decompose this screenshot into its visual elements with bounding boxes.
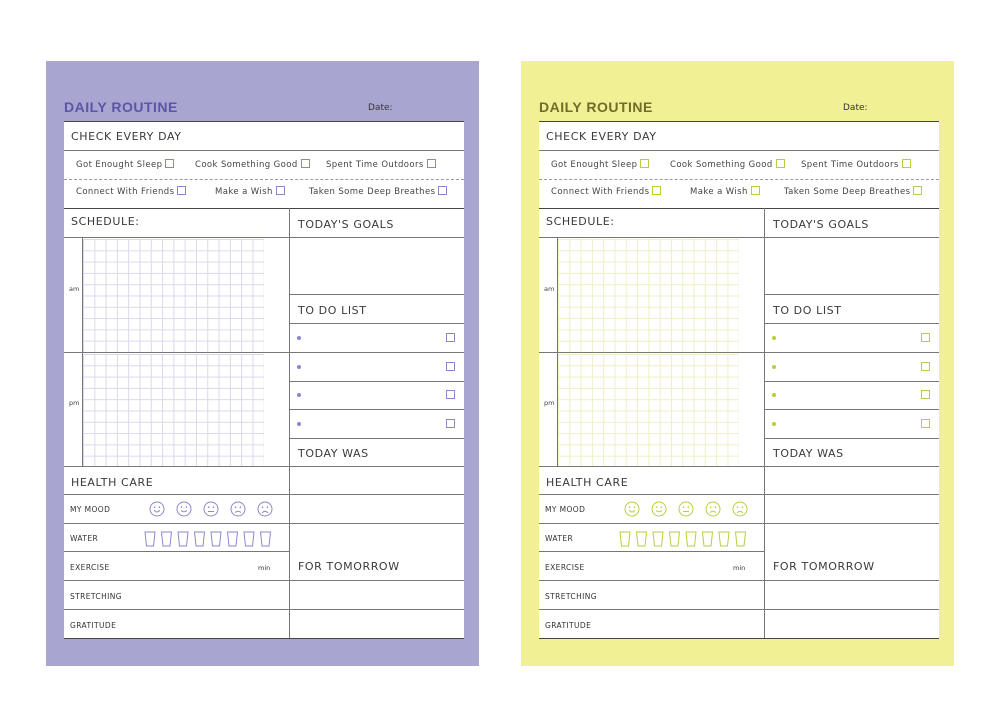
today-was-area[interactable] bbox=[765, 467, 939, 551]
todays-goals-heading: TODAY'S GOALS bbox=[773, 218, 869, 231]
today-was-area[interactable] bbox=[290, 467, 464, 551]
checkbox[interactable] bbox=[301, 159, 310, 168]
check-every-day-heading: CHECK EVERY DAY bbox=[71, 130, 182, 143]
check-item-cook[interactable] bbox=[195, 159, 310, 170]
divider bbox=[539, 580, 764, 581]
divider bbox=[289, 494, 464, 495]
water-glasses[interactable] bbox=[143, 530, 275, 548]
divider bbox=[539, 208, 939, 209]
planner-sheet bbox=[64, 121, 464, 638]
check-item-wish[interactable] bbox=[690, 186, 760, 197]
very-sad-face-icon[interactable] bbox=[258, 502, 272, 516]
check-item-outdoors[interactable] bbox=[801, 159, 911, 170]
check-item-friends[interactable] bbox=[551, 186, 661, 197]
divider bbox=[539, 494, 764, 495]
bullet-icon bbox=[297, 365, 301, 369]
bullet-icon bbox=[297, 393, 301, 397]
very-happy-face-icon[interactable] bbox=[625, 502, 639, 516]
water-glass-icon[interactable] bbox=[703, 532, 713, 546]
schedule-heading: SCHEDULE: bbox=[546, 215, 615, 228]
divider bbox=[64, 609, 289, 610]
divider bbox=[64, 237, 289, 238]
checkbox[interactable] bbox=[276, 186, 285, 195]
water-glass-icon[interactable] bbox=[736, 532, 746, 546]
divider bbox=[64, 208, 464, 209]
checkbox[interactable] bbox=[652, 186, 661, 195]
check-item-sleep[interactable] bbox=[76, 159, 174, 170]
todo-item[interactable] bbox=[765, 382, 939, 409]
schedule-grid-pm[interactable] bbox=[558, 354, 739, 467]
todays-goals-heading: TODAY'S GOALS bbox=[298, 218, 394, 231]
water-glass-icon[interactable] bbox=[686, 532, 696, 546]
today-was-heading: TODAY WAS bbox=[773, 447, 844, 460]
todo-checkbox[interactable] bbox=[921, 362, 930, 371]
water-glass-icon[interactable] bbox=[620, 532, 630, 546]
mood-faces[interactable] bbox=[149, 499, 273, 519]
divider bbox=[289, 609, 464, 610]
bottom-border bbox=[539, 638, 939, 639]
divider bbox=[289, 294, 464, 295]
check-item-label: Taken Some Deep Breathes bbox=[309, 187, 436, 197]
divider bbox=[289, 438, 464, 439]
todo-checkbox[interactable] bbox=[921, 333, 930, 342]
divider bbox=[764, 523, 939, 524]
bullet-icon bbox=[772, 365, 776, 369]
checkbox[interactable] bbox=[640, 159, 649, 168]
water-glass-icon[interactable] bbox=[195, 532, 205, 546]
check-item-label: Cook Something Good bbox=[670, 160, 773, 170]
water-label: WATER bbox=[545, 534, 574, 543]
divider bbox=[289, 580, 464, 581]
min-label: min bbox=[258, 564, 271, 572]
todo-heading: TO DO LIST bbox=[773, 304, 842, 317]
check-item-friends[interactable] bbox=[76, 186, 186, 197]
water-glass-icon[interactable] bbox=[178, 532, 188, 546]
water-label: WATER bbox=[70, 534, 99, 543]
check-every-day-heading: CHECK EVERY DAY bbox=[546, 130, 657, 143]
am-label: am bbox=[69, 285, 80, 293]
check-item-label: Make a Wish bbox=[215, 187, 273, 197]
neutral-face-icon[interactable] bbox=[204, 502, 218, 516]
checkbox[interactable] bbox=[177, 186, 186, 195]
schedule-heading: SCHEDULE: bbox=[71, 215, 140, 228]
check-item-breathe[interactable] bbox=[784, 186, 922, 197]
min-label: min bbox=[733, 564, 746, 572]
my-mood-label: MY MOOD bbox=[70, 505, 111, 514]
todays-goals-area[interactable] bbox=[765, 238, 939, 294]
todo-item[interactable] bbox=[765, 324, 939, 352]
bullet-icon bbox=[297, 336, 301, 340]
checkbox[interactable] bbox=[751, 186, 760, 195]
happy-face-icon[interactable] bbox=[177, 502, 191, 516]
bullet-icon bbox=[297, 422, 301, 426]
todo-checkbox[interactable] bbox=[446, 390, 455, 399]
todo-checkbox[interactable] bbox=[921, 390, 930, 399]
todo-checkbox[interactable] bbox=[446, 419, 455, 428]
very-happy-face-icon[interactable] bbox=[150, 502, 164, 516]
check-item-breathe[interactable] bbox=[309, 186, 447, 197]
check-item-label: Cook Something Good bbox=[195, 160, 298, 170]
divider bbox=[764, 580, 939, 581]
bullet-icon bbox=[772, 422, 776, 426]
check-item-outdoors[interactable] bbox=[326, 159, 436, 170]
divider bbox=[764, 438, 939, 439]
water-glass-icon[interactable] bbox=[228, 532, 238, 546]
check-item-label: Spent Time Outdoors bbox=[801, 160, 899, 170]
checkbox[interactable] bbox=[913, 186, 922, 195]
gratitude-label: GRATITUDE bbox=[70, 621, 117, 630]
todo-item[interactable] bbox=[765, 410, 939, 438]
todays-goals-area[interactable] bbox=[290, 238, 464, 294]
bottom-border bbox=[64, 638, 464, 639]
dashed-divider bbox=[539, 179, 939, 180]
check-item-label: Connect With Friends bbox=[551, 187, 650, 197]
water-glass-icon[interactable] bbox=[261, 532, 271, 546]
schedule-grid-am[interactable] bbox=[558, 239, 739, 352]
water-glasses[interactable] bbox=[618, 530, 750, 548]
divider bbox=[539, 150, 939, 151]
divider bbox=[539, 551, 764, 552]
check-item-label: Make a Wish bbox=[690, 187, 748, 197]
todo-checkbox[interactable] bbox=[921, 419, 930, 428]
planner-title: DAILY ROUTINE bbox=[539, 99, 653, 115]
happy-face-icon[interactable] bbox=[652, 502, 666, 516]
planner-page-yellow bbox=[521, 61, 954, 666]
todo-checkbox[interactable] bbox=[446, 333, 455, 342]
health-care-heading: HEALTH CARE bbox=[546, 476, 629, 489]
date-label: Date: bbox=[843, 103, 868, 113]
todo-item[interactable] bbox=[290, 353, 464, 381]
schedule-grid-am[interactable] bbox=[83, 239, 264, 352]
planner-title: DAILY ROUTINE bbox=[64, 99, 178, 115]
water-glass-icon[interactable] bbox=[719, 532, 729, 546]
water-glass-icon[interactable] bbox=[162, 532, 172, 546]
divider bbox=[539, 352, 764, 353]
check-item-label: Taken Some Deep Breathes bbox=[784, 187, 911, 197]
neutral-face-icon[interactable] bbox=[679, 502, 693, 516]
water-glass-icon[interactable] bbox=[211, 532, 221, 546]
exercise-label: EXERCISE bbox=[70, 563, 110, 572]
checkbox[interactable] bbox=[427, 159, 436, 168]
divider bbox=[64, 466, 289, 467]
todo-heading: TO DO LIST bbox=[298, 304, 367, 317]
exercise-label: EXERCISE bbox=[545, 563, 585, 572]
stretching-label: STRETCHING bbox=[70, 592, 122, 601]
for-tomorrow-heading: FOR TOMORROW bbox=[773, 560, 875, 573]
todo-item[interactable] bbox=[290, 324, 464, 352]
am-label: am bbox=[544, 285, 555, 293]
divider bbox=[539, 237, 764, 238]
divider bbox=[764, 609, 939, 610]
check-item-cook[interactable] bbox=[670, 159, 785, 170]
stretching-label: STRETCHING bbox=[545, 592, 597, 601]
divider bbox=[64, 494, 289, 495]
checkbox[interactable] bbox=[438, 186, 447, 195]
divider bbox=[539, 523, 764, 524]
checkbox[interactable] bbox=[165, 159, 174, 168]
date-label: Date: bbox=[368, 103, 393, 113]
check-item-label: Spent Time Outdoors bbox=[326, 160, 424, 170]
divider bbox=[539, 609, 764, 610]
divider bbox=[289, 523, 464, 524]
schedule-grid-pm[interactable] bbox=[83, 354, 264, 467]
checkbox[interactable] bbox=[902, 159, 911, 168]
bullet-icon bbox=[772, 336, 776, 340]
divider bbox=[764, 494, 939, 495]
water-glass-icon[interactable] bbox=[244, 532, 254, 546]
water-glass-icon[interactable] bbox=[653, 532, 663, 546]
my-mood-label: MY MOOD bbox=[545, 505, 586, 514]
bullet-icon bbox=[772, 393, 776, 397]
divider bbox=[64, 352, 289, 353]
very-sad-face-icon[interactable] bbox=[733, 502, 747, 516]
planner-page-purple bbox=[46, 61, 479, 666]
pm-label: pm bbox=[544, 399, 555, 407]
divider bbox=[64, 523, 289, 524]
today-was-heading: TODAY WAS bbox=[298, 447, 369, 460]
todo-item[interactable] bbox=[765, 353, 939, 381]
for-tomorrow-heading: FOR TOMORROW bbox=[298, 560, 400, 573]
divider bbox=[764, 294, 939, 295]
divider bbox=[539, 466, 764, 467]
todo-item[interactable] bbox=[290, 382, 464, 409]
dashed-divider bbox=[64, 179, 464, 180]
check-item-label: Got Enought Sleep bbox=[551, 160, 638, 170]
water-glass-icon[interactable] bbox=[670, 532, 680, 546]
check-item-label: Connect With Friends bbox=[76, 187, 175, 197]
checkbox[interactable] bbox=[776, 159, 785, 168]
divider bbox=[64, 150, 464, 151]
todo-checkbox[interactable] bbox=[446, 362, 455, 371]
planner-sheet bbox=[539, 121, 939, 638]
check-item-label: Got Enought Sleep bbox=[76, 160, 163, 170]
gratitude-label: GRATITUDE bbox=[545, 621, 592, 630]
pm-label: pm bbox=[69, 399, 80, 407]
divider bbox=[64, 580, 289, 581]
sad-face-icon[interactable] bbox=[231, 502, 245, 516]
check-item-wish[interactable] bbox=[215, 186, 285, 197]
mood-faces[interactable] bbox=[624, 499, 748, 519]
todo-item[interactable] bbox=[290, 410, 464, 438]
water-glass-icon[interactable] bbox=[637, 532, 647, 546]
water-glass-icon[interactable] bbox=[145, 532, 155, 546]
sad-face-icon[interactable] bbox=[706, 502, 720, 516]
check-item-sleep[interactable] bbox=[551, 159, 649, 170]
health-care-heading: HEALTH CARE bbox=[71, 476, 154, 489]
divider bbox=[64, 551, 289, 552]
